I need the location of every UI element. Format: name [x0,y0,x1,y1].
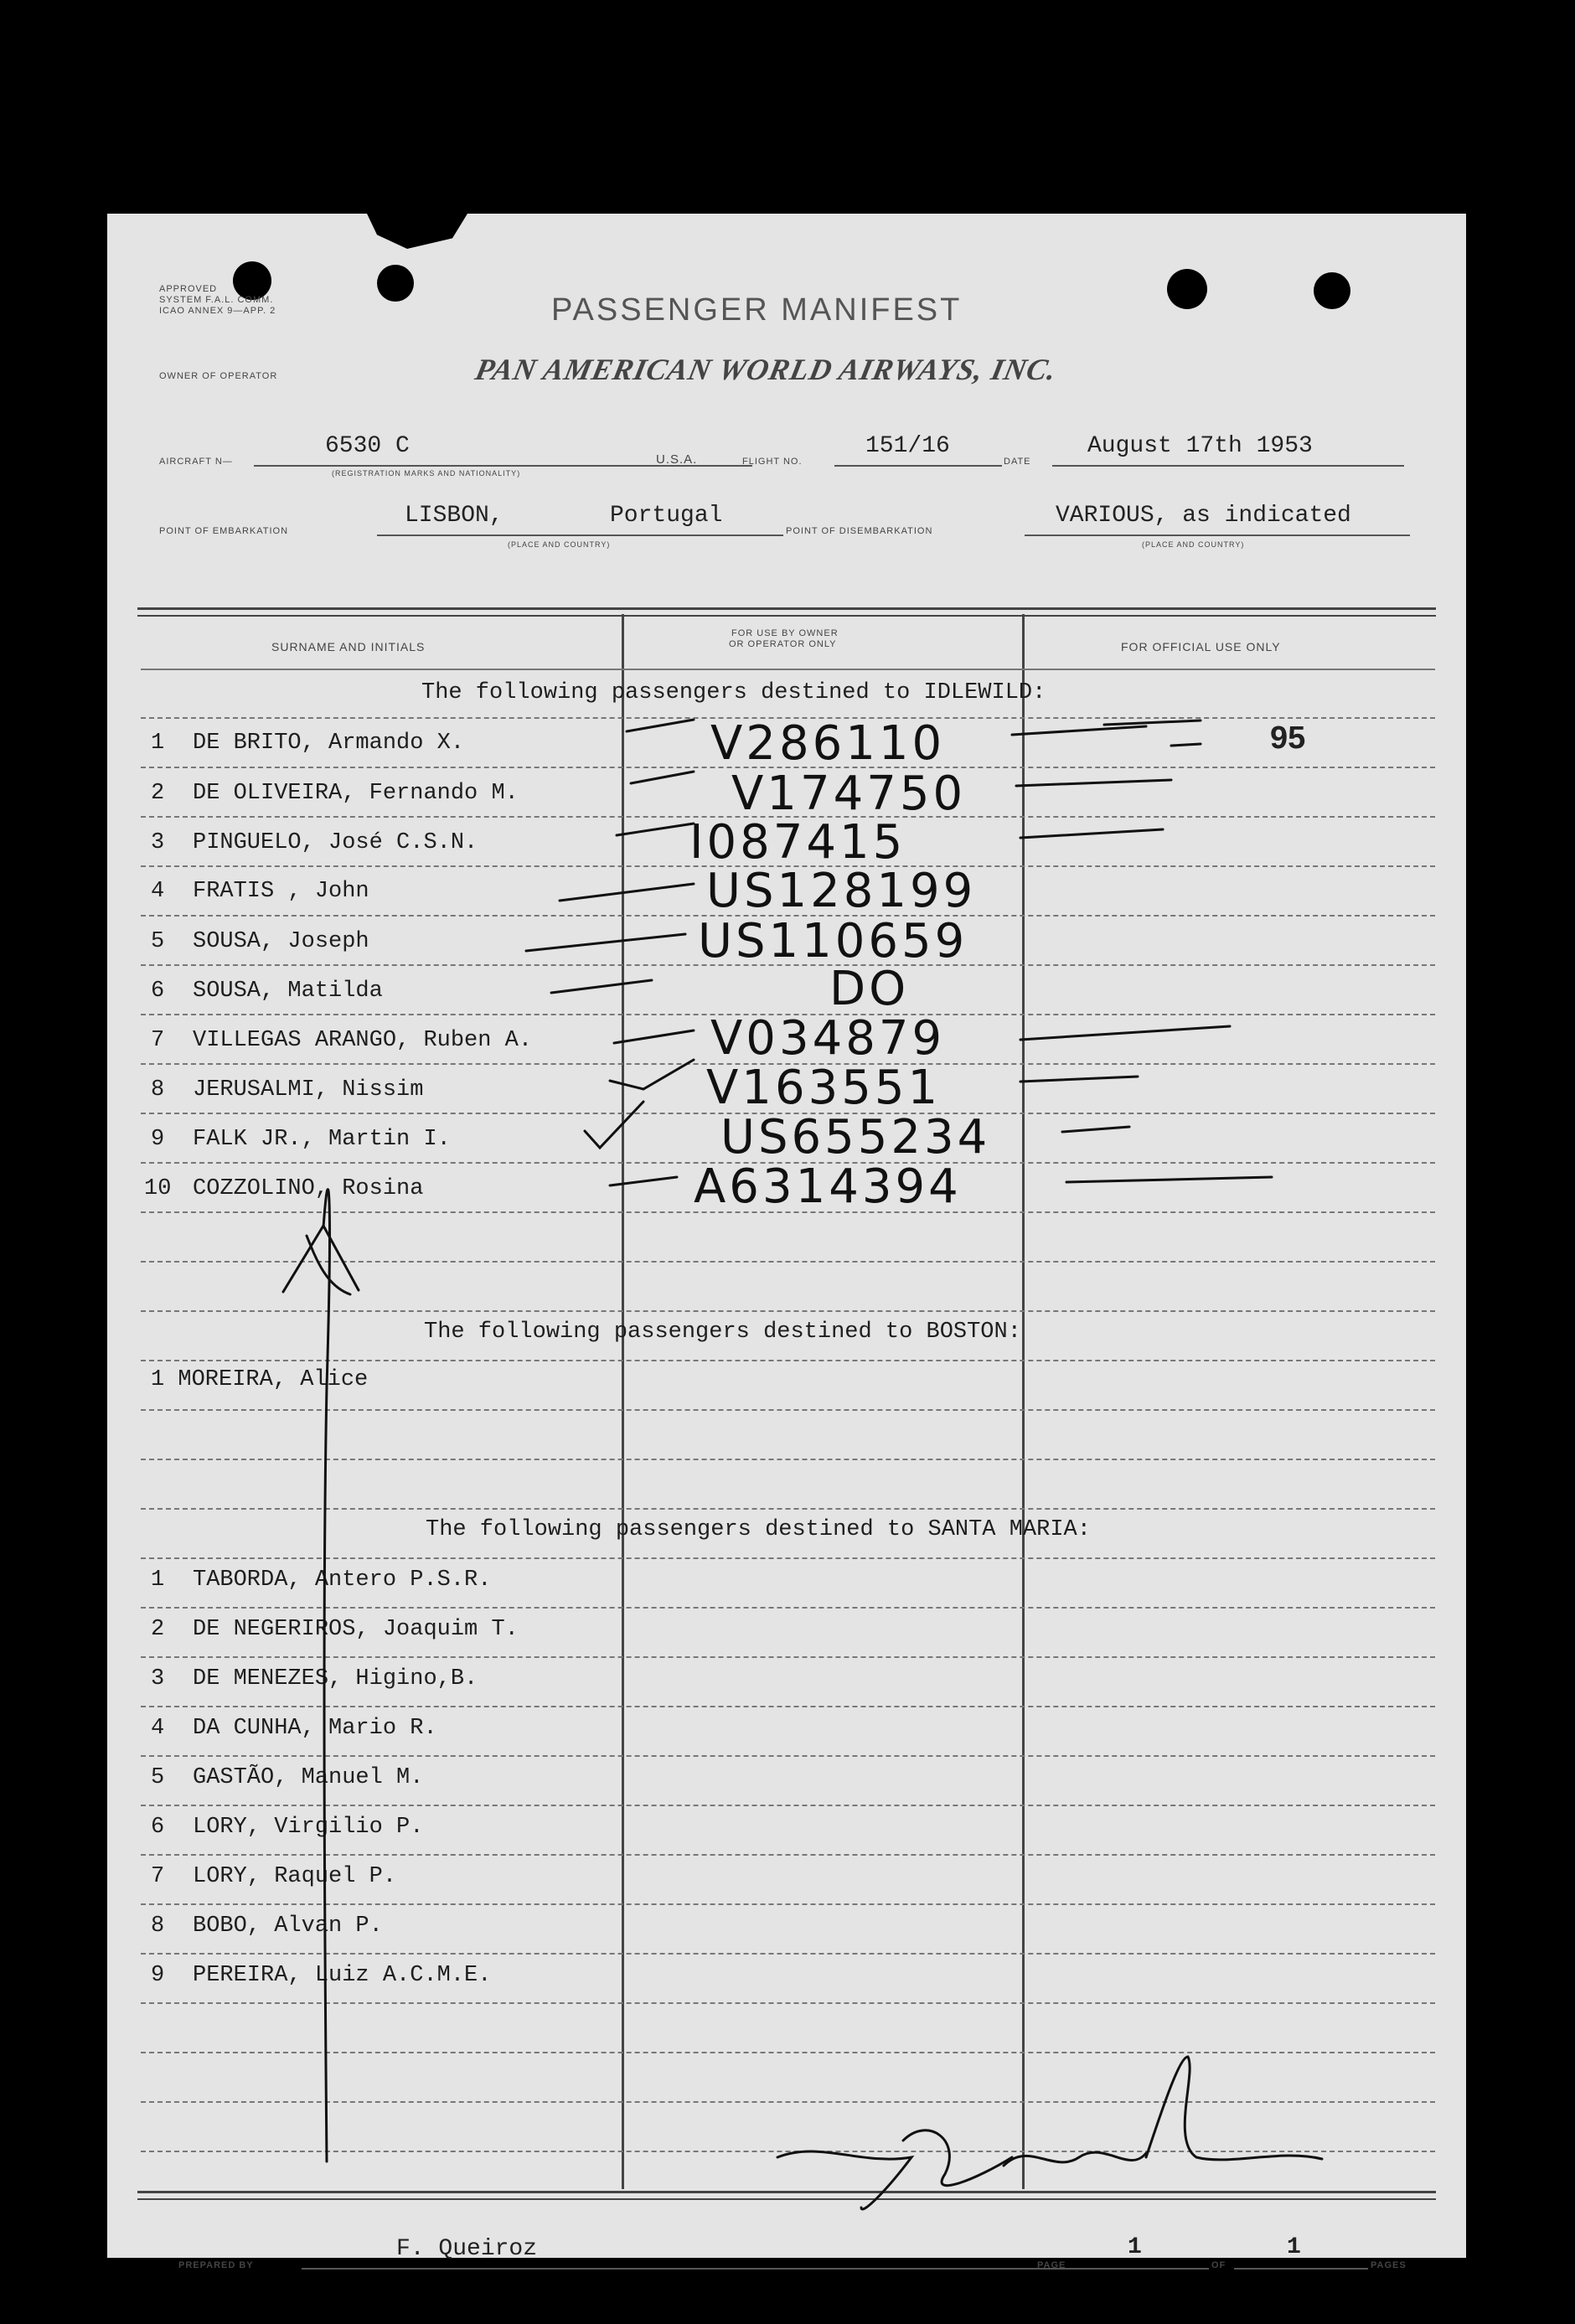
passenger-name: JERUSALMI, Nissim [193,1077,424,1103]
pages-label: PAGES [1371,2260,1407,2270]
page-label: PAGE [1037,2260,1066,2270]
embark-note: (PLACE AND COUNTRY) [508,540,611,549]
approval-line-3: ICAO ANNEX 9—APP. 2 [159,306,276,316]
passenger-number: 4 [151,879,165,904]
passenger-number: 8 [151,1077,165,1103]
passenger-name: TABORDA, Antero P.S.R. [193,1567,492,1593]
passenger-row [144,1176,423,1201]
passenger-number: 10 [144,1176,172,1201]
passenger-number: 2 [151,1617,165,1642]
owner-label: OWNER OF OPERATOR [159,371,278,381]
passenger-name: FRATIS , John [193,879,369,904]
aircraft-note: (REGISTRATION MARKS AND NATIONALITY) [332,469,521,478]
passenger-row [151,1864,396,1889]
aircraft-label: AIRCRAFT N— [159,457,233,467]
passenger-row [151,781,519,806]
punch-hole [377,265,414,302]
passenger-row [151,1127,451,1152]
passenger-name: FALK JR., Martin I. [193,1127,451,1152]
document-number: DO [829,962,910,1016]
passenger-row [151,929,369,954]
document-number: US655234 [720,1110,991,1165]
passenger-row [151,1765,423,1790]
passenger-row [151,731,464,756]
section-heading: The following passengers destined to BOSTON: [424,1320,1021,1345]
embark-country: Portugal [610,503,723,529]
passenger-number: 3 [151,1666,165,1691]
column-owner-use-2: OR OPERATOR ONLY [729,639,837,649]
passenger-name: DE NEGERIROS, Joaquim T. [193,1617,519,1642]
passenger-number: 6 [151,1815,165,1840]
passenger-row [151,830,478,855]
usa-label: U.S.A. [656,452,698,467]
passenger-number: 7 [151,1028,165,1053]
document-number: A6314394 [694,1159,962,1214]
date-label: DATE [1004,457,1031,467]
passenger-name: DE OLIVEIRA, Fernando M. [193,781,519,806]
passenger-name: GASTÃO, Manuel M. [193,1765,424,1790]
document-number: US110659 [698,914,968,968]
passenger-name: PEREIRA, Luiz A.C.M.E. [193,1963,492,1988]
document-number: V174750 [731,767,967,821]
passenger-number: 1 [151,731,165,756]
document-number: V163551 [706,1061,942,1115]
prepared-value: F. Queiroz [396,2236,538,2262]
form-title: PASSENGER MANIFEST [551,292,963,328]
passenger-number: 3 [151,830,165,855]
column-owner-use-1: FOR USE BY OWNER [731,628,839,638]
embark-label: POINT OF EMBARKATION [159,526,289,536]
prepared-label: PREPARED BY [178,2260,254,2270]
passenger-name: LORY, Raquel P. [193,1864,397,1889]
passenger-name: SOUSA, Joseph [193,929,369,954]
passenger-row [151,1077,423,1103]
passenger-row [151,1716,437,1741]
official-mark: 95 [1270,720,1306,756]
passenger-number: 1 [151,1567,165,1593]
passenger-number: 9 [151,1963,165,1988]
flight-label: FLIGHT NO. [742,457,803,467]
punch-hole [1167,269,1207,309]
passenger-row [151,1963,491,1988]
embark-city: LISBON, [405,503,503,529]
of-value: 1 [1287,2234,1301,2260]
section-heading: The following passengers destined to SANTA MARIA: [426,1517,1091,1542]
passenger-row [151,1617,519,1642]
passenger-name: VILLEGAS ARANGO, Ruben A. [193,1028,533,1053]
page-value: 1 [1128,2234,1142,2260]
passenger-name: DA CUNHA, Mario R. [193,1716,437,1741]
of-label: OF [1211,2260,1226,2270]
passenger-number: 6 [151,979,165,1004]
passenger-name: DE BRITO, Armando X. [193,731,465,756]
document-number: US128199 [706,864,977,918]
approval-line-1: APPROVED [159,284,218,294]
flight-value: 151/16 [865,433,950,459]
column-official: FOR OFFICIAL USE ONLY [1121,640,1281,653]
passenger-row [151,979,383,1004]
passenger-row [151,1815,423,1840]
aircraft-value: 6530 C [325,433,410,459]
passenger-number: 8 [151,1913,165,1939]
passenger-number: 9 [151,1127,165,1152]
document-number: V286110 [710,716,946,771]
document-number: V034879 [710,1011,946,1066]
passenger-name: COZZOLINO, Rosina [193,1176,424,1201]
disembark-value: VARIOUS, as indicated [1056,503,1351,529]
passenger-name: SOUSA, Matilda [193,979,383,1004]
disembark-label: POINT OF DISEMBARKATION [786,526,933,536]
date-value: August 17th 1953 [1087,433,1313,459]
passenger-name: DE MENEZES, Higino,B. [193,1666,478,1691]
passenger-number: 5 [151,929,165,954]
passenger-name: PINGUELO, José C.S.N. [193,830,478,855]
section-heading: The following passengers destined to IDLEWILD: [421,680,1046,705]
passenger-row [151,1913,383,1939]
passenger-number: 5 [151,1765,165,1790]
disembark-note: (PLACE AND COUNTRY) [1142,540,1245,549]
passenger-number: 2 [151,781,165,806]
punch-hole [1314,272,1350,309]
passenger-number: 4 [151,1716,165,1741]
approval-line-2: SYSTEM F.A.L. COMM. [159,295,274,305]
passenger-row [151,879,369,904]
passenger-row [151,1028,532,1053]
passenger-name: MOREIRA, Alice [178,1367,369,1392]
passenger-number: 1 [151,1367,165,1392]
airline-name: PAN AMERICAN WORLD AIRWAYS, INC. [472,353,1061,386]
column-surname: SURNAME AND INITIALS [271,640,426,653]
passenger-row [151,1367,368,1392]
passenger-name: BOBO, Alvan P. [193,1913,383,1939]
passenger-name: LORY, Virgilio P. [193,1815,424,1840]
document-number: I087415 [689,815,906,870]
passenger-row [151,1666,478,1691]
torn-corner [367,214,467,249]
passenger-row [151,1567,491,1593]
manifest-page [107,214,1466,2270]
passenger-number: 7 [151,1864,165,1889]
